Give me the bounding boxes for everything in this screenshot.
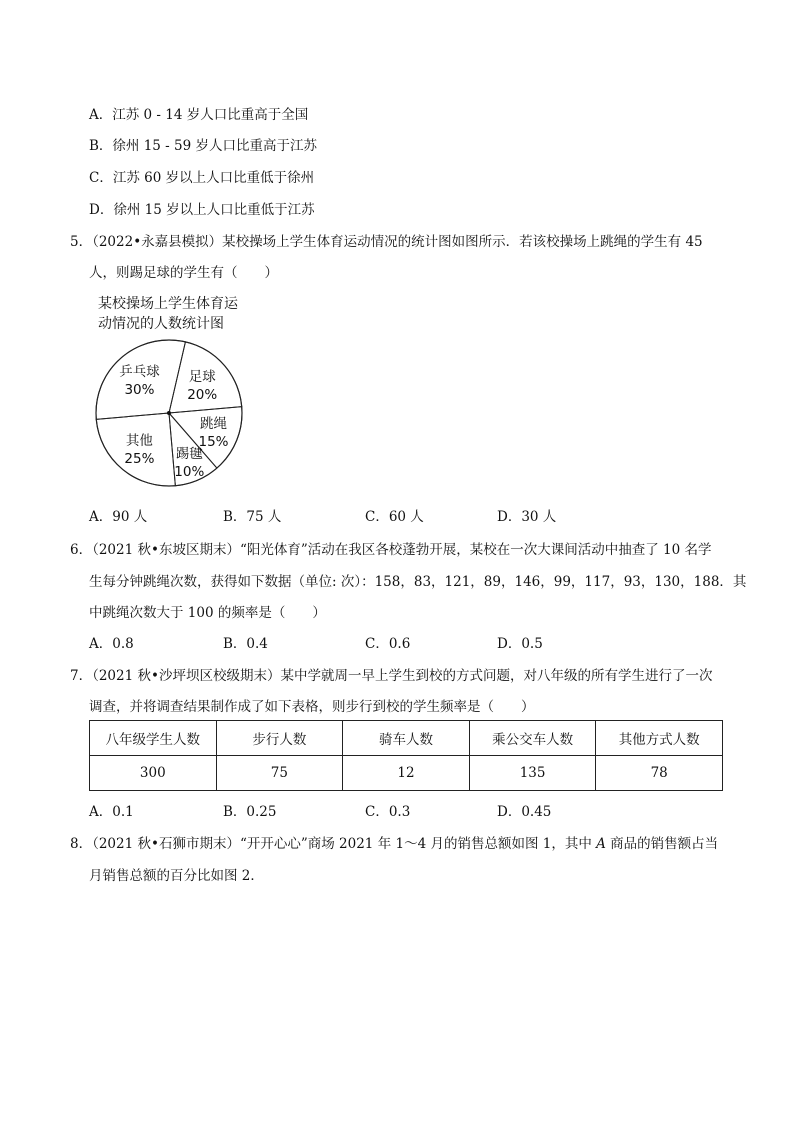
transport-table [89,720,723,791]
q5-stem-line2: 人，则踢足球的学生有（ ） [89,265,278,281]
q6-option-b: B．0.4 [223,636,268,652]
pie-slice-percent: 15% [198,433,229,450]
q7-option-d: D．0.45 [497,804,552,820]
table-header-cell: 步行人数 [216,721,343,756]
pie-slice-percent: 20% [187,387,218,404]
table-cell: 300 [90,756,217,791]
q7-option-b: B．0.25 [223,804,277,820]
pie-slice-label: 踢毽 [175,445,203,462]
pie-slice-percent: 10% [174,463,205,480]
table-row [90,756,723,791]
q8-stem-line2: 月销售总额的百分比如图 2． [89,868,264,884]
pie-title-line1: 某校操场上学生体育运 [98,296,238,312]
pie-slice-label: 乒乓球 [119,364,160,381]
q6-stem-line2: 生每分钟跳绳次数，获得如下数据（单位: 次）：158，83，121，89，146，99，117，93，130，188．其 [89,574,747,590]
q5-option-b: B．75 人 [223,509,282,525]
table-header-cell: 骑车人数 [343,721,470,756]
q8-stem-text-b: 商品的销售额占当 [605,836,719,852]
q4-option-a: A．江苏 0 - 14 岁人口比重高于全国 [89,107,309,123]
table-header-cell: 八年级学生人数 [90,721,217,756]
pie-title-line2: 动情况的人数统计图 [98,316,224,332]
pie-slice-label: 足球 [188,369,216,386]
pie-slice-label: 跳绳 [200,415,228,432]
q5-option-a: A．90 人 [89,509,148,525]
table-cell: 78 [596,756,723,791]
q5-option-d: D．30 人 [497,509,557,525]
q7-stem-line2: 调查，并将调查结果制作成了如下表格，则步行到校的学生频率是（ ） [89,699,535,715]
pie-slice-percent: 30% [124,382,155,399]
q6-stem-line3: 中跳绳次数大于 100 的频率是（ ） [89,605,326,621]
table-cell: 75 [216,756,343,791]
q4-option-c: C．江苏 60 岁以上人口比重低于徐州 [89,170,315,186]
q8-stem-line1 [70,832,718,852]
q4-option-b: B．徐州 15 - 59 岁人口比重高于江苏 [89,138,318,154]
q8-stem-text-a: 8．（2021 秋•石狮市期末）“开开心心”商场 2021 年 1～4 月的销售总额如图 1，其中 [70,836,597,852]
q5-stem-line1: 5．（2022•永嘉县模拟）某校操场上学生体育运动情况的统计图如图所示．若该校操场上跳绳的学生有 45 [70,234,703,250]
pie-slice-percent: 25% [124,451,155,468]
pie-slice-label: 其他 [125,433,153,450]
q6-option-d: D．0.5 [497,636,543,652]
q8-stem-italic: A [596,836,606,852]
pie-center-dot [167,411,171,415]
q6-option-c: C．0.6 [365,636,411,652]
q7-stem-line1: 7．（2021 秋•沙坪坝区校级期末）某中学就周一早上学生到校的方式问题，对八年级的所有学生进行了一次 [70,668,713,684]
pie-chart [90,334,250,494]
q7-option-c: C．0.3 [365,804,411,820]
q7-option-a: A．0.1 [89,804,134,820]
table-cell: 12 [343,756,470,791]
table-header-row [90,721,723,756]
table-header-cell: 乘公交车人数 [469,721,596,756]
q6-option-a: A．0.8 [89,636,134,652]
q5-option-c: C．60 人 [365,509,424,525]
q6-stem-line1: 6．（2021 秋•东坡区期末）“阳光体育”活动在我区各校蓬勃开展，某校在一次大课间活动中抽查了 10 名学 [70,542,712,558]
table-cell: 135 [469,756,596,791]
q4-option-d: D．徐州 15 岁以上人口比重低于江苏 [89,202,315,218]
table-header-cell: 其他方式人数 [596,721,723,756]
